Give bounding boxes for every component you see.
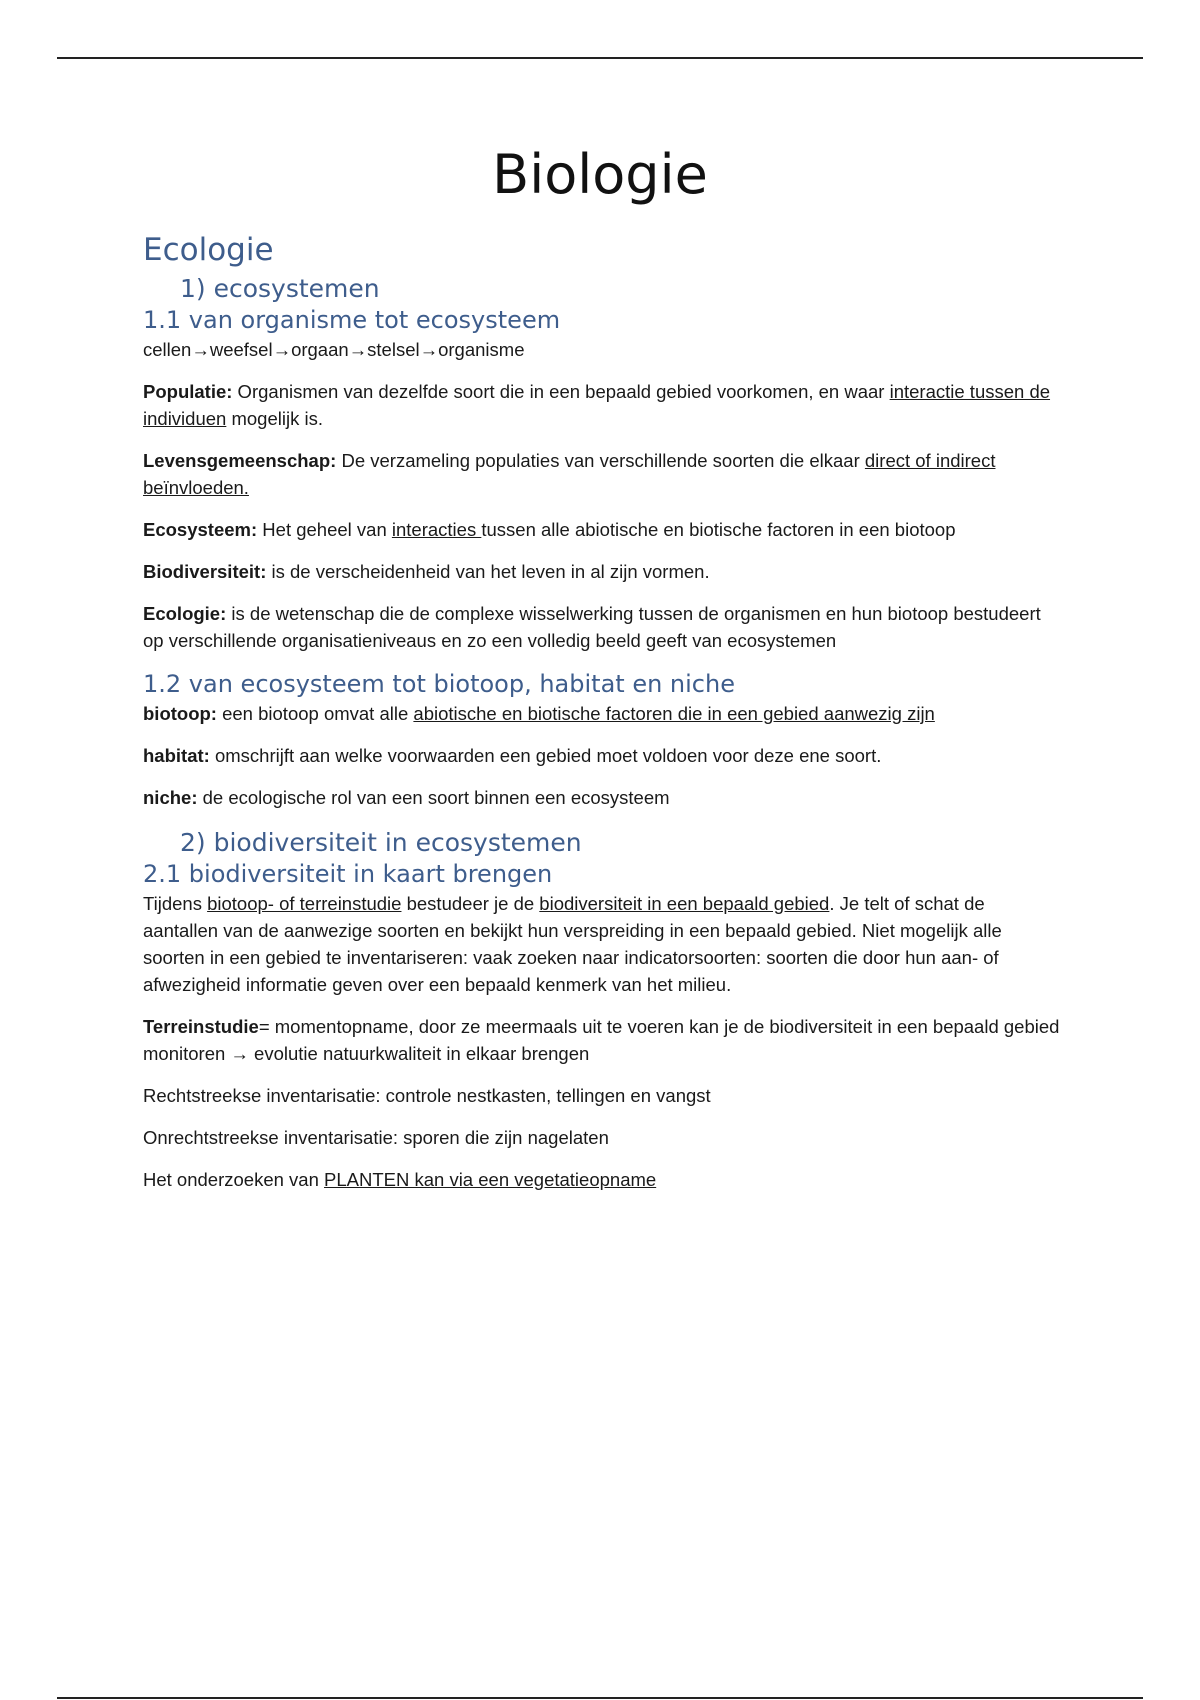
term-ecosysteem: Ecosysteem: xyxy=(143,519,258,540)
heading-biodiversiteit-kaart: 2.1 biodiversiteit in kaart brengen xyxy=(143,860,553,888)
definition-habitat xyxy=(143,742,1063,769)
underlined-text: biodiversiteit in een bepaald gebied xyxy=(539,893,830,914)
document-title: Biologie xyxy=(492,143,708,206)
paragraph-text: Tijdens xyxy=(143,893,208,914)
definition-populatie xyxy=(143,378,1063,432)
underlined-text: interactie tussen de individuen xyxy=(143,381,1051,429)
definition-niche xyxy=(143,784,1063,811)
paragraph-tijdens xyxy=(143,890,1063,998)
definition-biotoop xyxy=(143,700,1063,727)
definition-ecologie xyxy=(143,600,1063,654)
definition-terreinstudie xyxy=(143,1013,1063,1067)
definition-text: is de verscheidenheid van het leven in al zijn vormen. xyxy=(266,561,710,582)
header-rule xyxy=(57,57,1143,59)
term-terreinstudie: Terreinstudie xyxy=(143,1016,259,1037)
heading-biotoop-habitat-niche: 1.2 van ecosysteem tot biotoop, habitat en niche xyxy=(143,670,735,698)
definition-text: tussen alle abiotische en biotische factoren in een biotoop xyxy=(481,519,956,540)
definition-text: Organismen van dezelfde soort die in een bepaald gebied voorkomen, en waar xyxy=(232,381,890,402)
term-levensgemeenschap: Levensgemeenschap: xyxy=(143,450,337,471)
term-biotoop: biotoop: xyxy=(143,703,217,724)
paragraph-planten xyxy=(143,1166,1063,1193)
definition-ecosysteem xyxy=(143,516,1063,543)
paragraph-text: bestudeer je de xyxy=(401,893,540,914)
footer-rule xyxy=(57,1697,1143,1699)
definition-text: De verzameling populaties van verschillende soorten die elkaar xyxy=(336,450,865,471)
heading-ecosystemen: 1) ecosystemen xyxy=(180,274,380,303)
underlined-text: direct of indirect beïnvloeden. xyxy=(143,450,996,498)
paragraph-rechtstreekse: Rechtstreekse inventarisatie: controle nestkasten, tellingen en vangst xyxy=(143,1085,711,1106)
term-populatie: Populatie: xyxy=(143,381,233,402)
organisation-chain: cellen→weefsel→orgaan→stelsel→organisme xyxy=(143,339,525,360)
underlined-text: abiotische en biotische factoren die in een gebied aanwezig zijn xyxy=(413,703,935,724)
definition-text: Het geheel van xyxy=(257,519,392,540)
definition-text: de ecologische rol van een soort binnen een ecosysteem xyxy=(197,787,670,808)
paragraph-text: Het onderzoeken van xyxy=(143,1169,325,1190)
document-body xyxy=(143,228,1063,1208)
term-niche: niche: xyxy=(143,787,198,808)
term-habitat: habitat: xyxy=(143,745,210,766)
underlined-text: PLANTEN kan via een vegetatieopname xyxy=(324,1169,657,1190)
term-biodiversiteit: Biodiversiteit: xyxy=(143,561,267,582)
heading-organisme-tot-ecosysteem: 1.1 van organisme tot ecosysteem xyxy=(143,306,561,334)
definition-biodiversiteit xyxy=(143,558,1063,585)
underlined-text: interacties xyxy=(391,519,482,540)
definition-levensgemeenschap xyxy=(143,447,1063,501)
underlined-text: biotoop- of terreinstudie xyxy=(207,893,402,914)
heading-biodiversiteit-ecosystemen: 2) biodiversiteit in ecosystemen xyxy=(180,828,582,857)
heading-ecologie: Ecologie xyxy=(143,232,274,268)
term-ecologie: Ecologie: xyxy=(143,603,227,624)
definition-text: is de wetenschap die de complexe wisselwerking tussen de organismen en hun biotoop bestudeert op verschillende organisatieniveaus en zo een volledig beeld geeft van ecosystemen xyxy=(143,603,1041,651)
definition-text: een biotoop omvat alle xyxy=(216,703,414,724)
paragraph-text: . Je telt of schat de aantallen van de aanwezige soorten en bekijkt hun verspreiding in een bepaald gebied. Niet mogelijk alle soorten in een gebied te inventariseren: vaak zoeken naar indicatorsoorten: soorten die door hun aan- of afwezigheid informatie geven over een bepaald kenmerk van het milieu. xyxy=(143,893,1002,995)
paragraph-onrechtstreekse: Onrechtstreekse inventarisatie: sporen die zijn nagelaten xyxy=(143,1127,609,1148)
definition-text: mogelijk is. xyxy=(226,408,323,429)
definition-text: = momentopname, door ze meermaals uit te voeren kan je de biodiversiteit in een bepaald gebied monitoren → evolutie natuurkwaliteit in elkaar brengen xyxy=(143,1016,1060,1064)
definition-text: omschrijft aan welke voorwaarden een gebied moet voldoen voor deze ene soort. xyxy=(209,745,882,766)
